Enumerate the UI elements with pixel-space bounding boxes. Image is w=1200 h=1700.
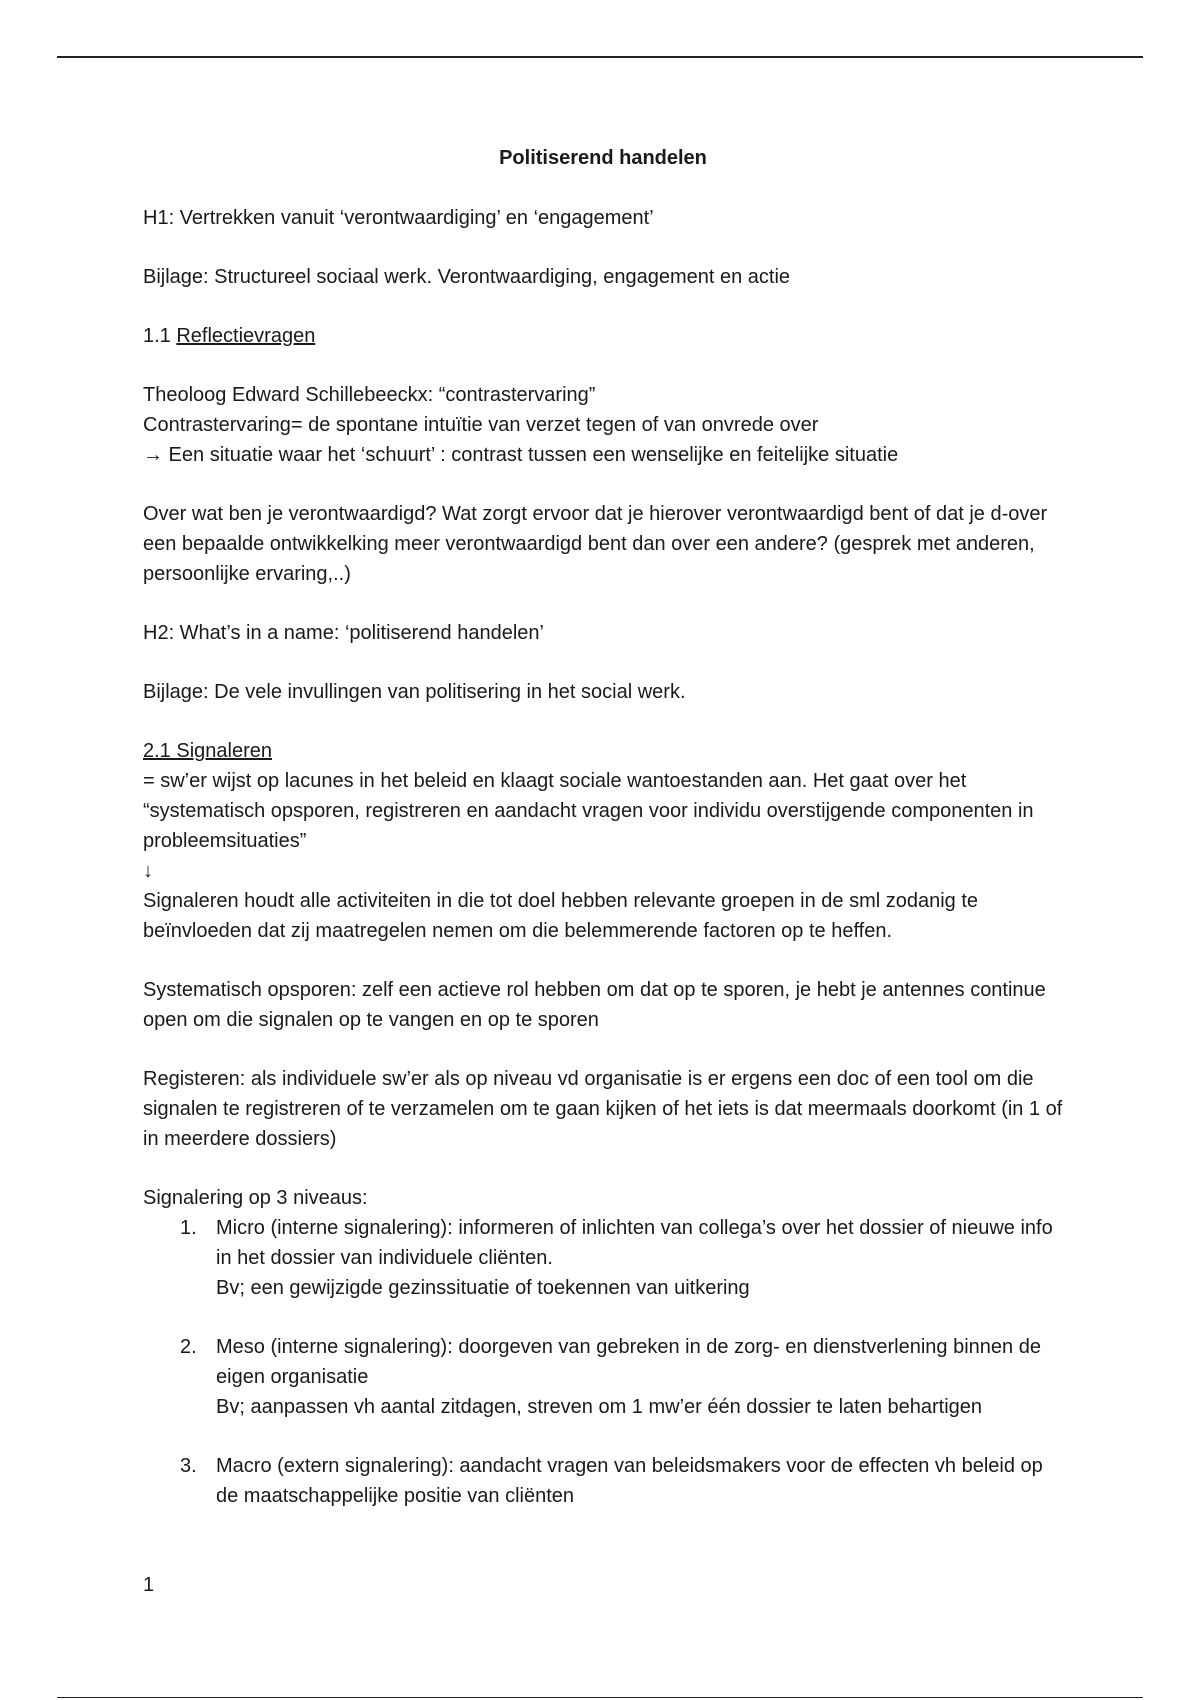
top-rule	[57, 56, 1143, 58]
bijlage-1: Bijlage: Structureel sociaal werk. Verontwaardiging, engagement en actie	[143, 266, 791, 288]
document-body	[143, 143, 1063, 1511]
reflection-question: Over wat ben je verontwaardigd? Wat zorgt ervoor dat je hierover verontwaardigd bent of dat je d-over een bepaalde ontwikkelking meer verontwaardigd bent dan over een andere? (gesprek met anderen, persoonlijke ervaring,..)	[143, 503, 1048, 585]
document-title: Politiserend handelen	[499, 147, 707, 169]
chapter-2-heading: H2: What’s in a name: ‘politiserend handelen’	[143, 622, 544, 644]
list-item	[143, 1451, 1063, 1511]
contrast-arrow-line: → Een situatie waar het ‘schuurt’ : contrast tussen een wenselijke en feitelijke situatie	[143, 444, 899, 466]
list-item	[143, 1332, 1063, 1422]
list-item-text: Meso (interne signalering): doorgeven van gebreken in de zorg- en dienstverlening binnen de eigen organisatie	[216, 1336, 1041, 1388]
section-1-1-label: Reflectievragen	[176, 325, 316, 347]
theoloog-line: Theoloog Edward Schillebeeckx: “contrastervaring”	[143, 384, 596, 406]
levels-intro: Signalering op 3 niveaus:	[143, 1187, 368, 1209]
section-1-1-number: 1.1	[143, 325, 177, 347]
page-number: 1	[143, 1574, 155, 1596]
contrast-definition: Contrastervaring= de spontane intuïtie van verzet tegen of van onvrede over	[143, 414, 819, 436]
list-number: 3.	[180, 1455, 197, 1477]
section-2-1-heading: 2.1 Signaleren	[143, 740, 272, 762]
list-number: 2.	[180, 1336, 197, 1358]
list-item-example: Bv; een gewijzigde gezinssituatie of toekennen van uitkering	[216, 1277, 750, 1299]
signaleren-paragraph: Signaleren houdt alle activiteiten in die tot doel hebben relevante groepen in de sml zodanig te beïnvloeden dat zij maatregelen nemen om die belemmerende factoren op te heffen.	[143, 890, 979, 942]
signaleren-definition: = sw’er wijst op lacunes in het beleid en klaagt sociale wantoestanden aan. Het gaat over het “systematisch opsporen, registreren en aandacht vragen voor individu overstijgende componenten in probleemsituaties”	[143, 770, 1034, 852]
list-item	[143, 1213, 1063, 1303]
bottom-rule	[57, 1697, 1143, 1698]
list-gap	[143, 1303, 1063, 1332]
list-item-text: Micro (interne signalering): informeren of inlichten van collega’s over het dossier of nieuwe info in het dossier van individuele cliënten.	[216, 1217, 1053, 1269]
systematisch-paragraph: Systematisch opsporen: zelf een actieve rol hebben om dat op te sporen, je hebt je antennes continue open om die signalen op te vangen en op te sporen	[143, 979, 1046, 1031]
list-gap	[143, 1422, 1063, 1451]
section-1-1-heading	[143, 321, 1063, 351]
list-number: 1.	[180, 1217, 197, 1239]
bijlage-2: Bijlage: De vele invullingen van politisering in het social werk.	[143, 681, 686, 703]
down-arrow: ↓	[143, 860, 153, 882]
levels-list	[143, 1213, 1063, 1511]
registeren-paragraph: Registeren: als individuele sw’er als op niveau vd organisatie is er ergens een doc of een tool om die signalen te registreren of te verzamelen om te gaan kijken of het iets is dat meermaals doorkomt (in 1 of in meerdere dossiers)	[143, 1068, 1063, 1150]
chapter-1-heading: H1: Vertrekken vanuit ‘verontwaardiging’ en ‘engagement’	[143, 207, 654, 229]
list-item-text: Macro (extern signalering): aandacht vragen van beleidsmakers voor de effecten vh beleid op de maatschappelijke positie van cliënten	[216, 1455, 1043, 1507]
list-item-example: Bv; aanpassen vh aantal zitdagen, streven om 1 mw’er één dossier te laten behartigen	[216, 1396, 983, 1418]
